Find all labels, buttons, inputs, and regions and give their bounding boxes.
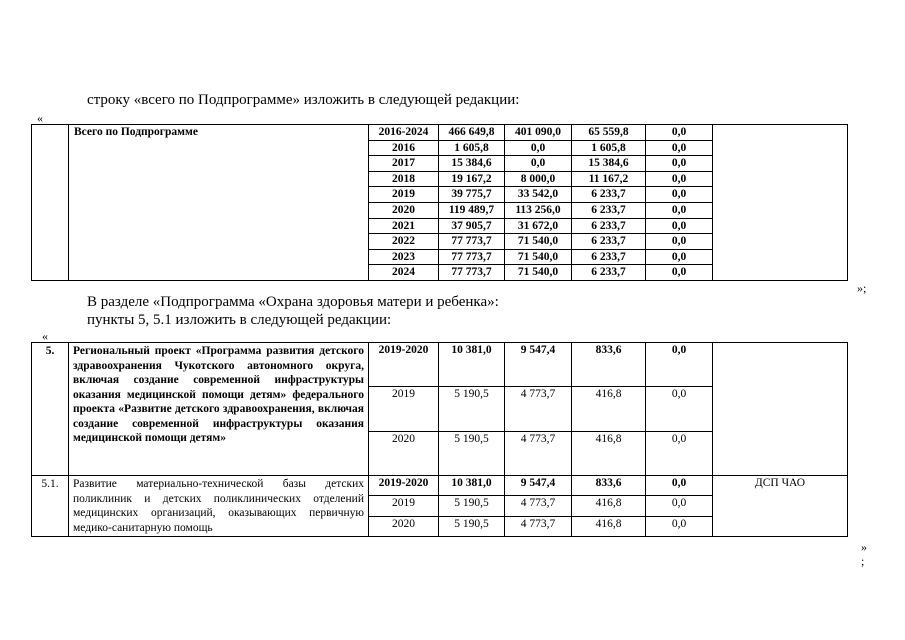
amount-cell: 71 540,0 <box>505 265 572 281</box>
amount-cell: 4 773,7 <box>505 516 572 536</box>
amount-cell: 0,0 <box>646 187 713 203</box>
amount-cell: 401 090,0 <box>505 125 572 141</box>
amount-cell: 6 233,7 <box>572 265 646 281</box>
amount-cell: 4 773,7 <box>505 431 572 475</box>
opening-quote-1: « <box>37 111 43 125</box>
period-cell: 2022 <box>369 234 439 250</box>
amount-cell: 0,0 <box>646 249 713 265</box>
item-number-cell: 5.1. <box>32 476 69 537</box>
amount-cell: 6 233,7 <box>572 187 646 203</box>
amount-cell: 416,8 <box>572 387 646 431</box>
intro-line-2: В разделе «Подпрограмма «Охрана здоровья матери и ребенка»: <box>87 294 499 310</box>
amount-cell: 6 233,7 <box>572 218 646 234</box>
amount-cell: 0,0 <box>505 156 572 172</box>
amount-cell: 71 540,0 <box>505 249 572 265</box>
amount-cell: 0,0 <box>646 431 713 475</box>
item-description-cell: Региональный проект «Программа развития детского здравоохранения Чукотского автономного округа, включая создание современной инфраструктуры оказания медицинской помощи детям» федерального проекта «Развитие детского здравоохранения, включая создание современной инфраструктуры оказания медицинской помощи детям» <box>69 343 369 476</box>
amount-cell: 833,6 <box>572 343 646 387</box>
amount-cell: 6 233,7 <box>572 249 646 265</box>
period-cell: 2023 <box>369 249 439 265</box>
closing-semicolon-2: ; <box>861 554 865 568</box>
amount-cell: 0,0 <box>646 265 713 281</box>
amount-cell: 416,8 <box>572 496 646 516</box>
amount-cell: 77 773,7 <box>439 249 505 265</box>
period-cell: 2018 <box>369 171 439 187</box>
amount-cell: 71 540,0 <box>505 234 572 250</box>
amount-cell: 9 547,4 <box>505 476 572 496</box>
period-cell: 2019 <box>369 187 439 203</box>
period-cell: 2016 <box>369 140 439 156</box>
closing-quote-2: » <box>861 540 867 554</box>
amount-cell: 10 381,0 <box>439 476 505 496</box>
item-number-cell: 5. <box>32 343 69 476</box>
item-description-cell: Развитие материально-технической базы детских поликлиник и детских поликлинических отделений медицинских организаций, оказывающих первичную медико-санитарную помощь <box>69 476 369 537</box>
period-cell: 2019 <box>369 387 439 431</box>
period-cell: 2020 <box>369 516 439 536</box>
amount-cell: 416,8 <box>572 516 646 536</box>
amount-cell: 11 167,2 <box>572 171 646 187</box>
amount-cell: 119 489,7 <box>439 202 505 218</box>
period-cell: 2019-2020 <box>369 343 439 387</box>
amount-cell: 0,0 <box>646 234 713 250</box>
amount-cell: 0,0 <box>646 387 713 431</box>
amount-cell: 5 190,5 <box>439 431 505 475</box>
period-cell: 2017 <box>369 156 439 172</box>
amount-cell: 39 775,7 <box>439 187 505 203</box>
amount-cell: 6 233,7 <box>572 202 646 218</box>
amount-cell: 0,0 <box>646 140 713 156</box>
opening-quote-2: « <box>42 329 48 343</box>
amount-cell: 19 167,2 <box>439 171 505 187</box>
amount-cell: 15 384,6 <box>439 156 505 172</box>
amount-cell: 0,0 <box>646 171 713 187</box>
amount-cell: 0,0 <box>646 496 713 516</box>
amount-cell: 0,0 <box>646 218 713 234</box>
amount-cell: 416,8 <box>572 431 646 475</box>
amount-cell: 1 605,8 <box>572 140 646 156</box>
subprogram-items-table <box>31 342 848 537</box>
period-cell: 2020 <box>369 431 439 475</box>
amount-cell: 113 256,0 <box>505 202 572 218</box>
table-row <box>32 476 848 496</box>
amount-cell: 0,0 <box>646 156 713 172</box>
executor-cell: ДСП ЧАО <box>713 476 848 537</box>
period-cell: 2021 <box>369 218 439 234</box>
amount-cell: 31 672,0 <box>505 218 572 234</box>
executor-cell <box>713 343 848 476</box>
amount-cell: 5 190,5 <box>439 496 505 516</box>
amount-cell: 37 905,7 <box>439 218 505 234</box>
amount-cell: 5 190,5 <box>439 387 505 431</box>
amount-cell: 9 547,4 <box>505 343 572 387</box>
period-cell: 2020 <box>369 202 439 218</box>
table-row <box>32 343 848 387</box>
amount-cell: 10 381,0 <box>439 343 505 387</box>
subprogram-total-table <box>31 124 848 281</box>
intro-line-1: строку «всего по Подпрограмме» изложить в следующей редакции: <box>87 92 520 108</box>
amount-cell: 0,0 <box>646 476 713 496</box>
amount-cell: 466 649,8 <box>439 125 505 141</box>
period-cell: 2024 <box>369 265 439 281</box>
total-title-cell: Всего по Подпрограмме <box>69 125 369 281</box>
amount-cell: 4 773,7 <box>505 387 572 431</box>
period-cell: 2019 <box>369 496 439 516</box>
amount-cell: 0,0 <box>646 202 713 218</box>
amount-cell: 6 233,7 <box>572 234 646 250</box>
amount-cell: 77 773,7 <box>439 234 505 250</box>
amount-cell: 833,6 <box>572 476 646 496</box>
amount-cell: 77 773,7 <box>439 265 505 281</box>
closing-quote-1: »; <box>857 281 867 295</box>
amount-cell: 33 542,0 <box>505 187 572 203</box>
amount-cell: 15 384,6 <box>572 156 646 172</box>
amount-cell: 4 773,7 <box>505 496 572 516</box>
amount-cell: 8 000,0 <box>505 171 572 187</box>
period-cell: 2016-2024 <box>369 125 439 141</box>
amount-cell: 0,0 <box>505 140 572 156</box>
executor-cell <box>713 125 848 281</box>
amount-cell: 0,0 <box>646 343 713 387</box>
amount-cell: 0,0 <box>646 516 713 536</box>
table-row <box>32 125 848 141</box>
amount-cell: 0,0 <box>646 125 713 141</box>
intro-line-3: пункты 5, 5.1 изложить в следующей редакции: <box>87 312 392 328</box>
amount-cell: 5 190,5 <box>439 516 505 536</box>
number-cell <box>32 125 69 281</box>
amount-cell: 1 605,8 <box>439 140 505 156</box>
period-cell: 2019-2020 <box>369 476 439 496</box>
amount-cell: 65 559,8 <box>572 125 646 141</box>
